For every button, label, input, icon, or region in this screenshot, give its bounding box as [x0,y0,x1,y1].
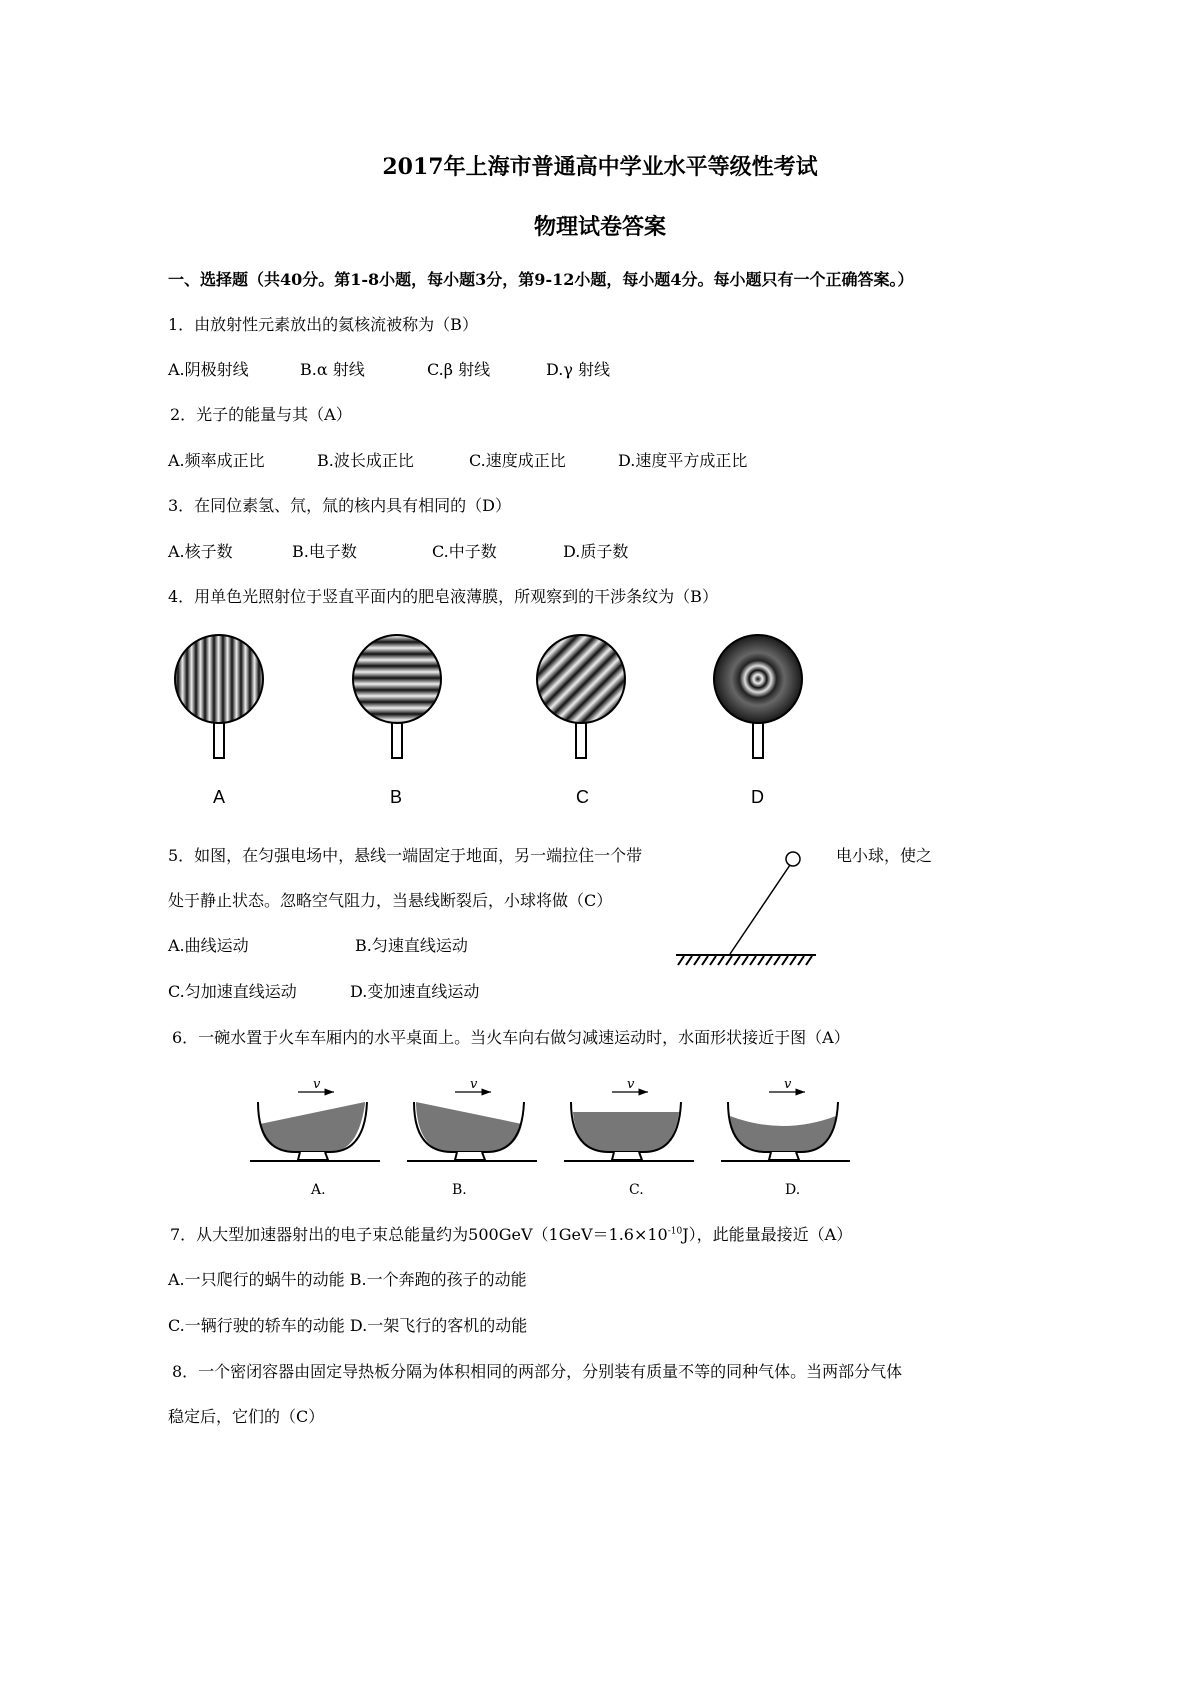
section-header: 一、选择题（共40分。第1-8小题，每小题3分，第9-12小题，每小题4分。每小题只有一个正确答案。） [168,270,914,289]
suspension-line [730,865,790,954]
q7-options-line2: C.一辆行驶的轿车的动能 D.一架飞行的客机的动能 [168,1316,528,1335]
q2-option-b: B.波长成正比 [317,451,414,470]
q1-option-b: B.α 射线 [300,360,365,379]
question-1-stem: 1．由放射性元素放出的氦核流被称为（B） [168,315,478,334]
bowl-c-icon [564,1092,694,1161]
q3-option-a: A.核子数 [168,542,233,561]
q5-option-c: C.匀加速直线运动 [168,982,297,1001]
question-5-stem-right: 电小球，使之 [836,846,933,865]
q2-option-d: D.速度平方成正比 [618,451,748,470]
velocity-label-b: v [470,1077,478,1092]
question-8-stem-line2: 稳定后，它们的（C） [168,1407,325,1426]
bowl-a-icon [250,1092,380,1161]
q7-options-line1: A.一只爬行的蜗牛的动能 B.一个奔跑的孩子的动能 [168,1270,527,1289]
bowl-label-c: C. [629,1182,644,1198]
pattern-label-b: B [390,787,403,807]
bowl-b-icon [407,1092,537,1161]
bowl-d-icon [721,1092,850,1161]
question-6-stem: 6．一碗水置于火车车厢内的水平桌面上。当火车向右做匀减速运动时，水面形状接近于图（A） [172,1028,850,1047]
ground-hatching-icon [678,956,812,965]
interference-patterns-figure [160,630,840,820]
velocity-label-a: v [313,1077,321,1092]
q5-option-d: D.变加速直线运动 [350,982,480,1001]
charged-ball-figure [672,845,822,970]
question-3-stem: 3．在同位素氢、氘，氚的核内具有相同的（D） [168,496,512,515]
bowl-label-b: B. [452,1182,467,1198]
exam-title: 2017年上海市普通高中学业水平等级性考试 [382,154,818,180]
pattern-c-icon [537,635,625,758]
pattern-label-a: A [213,787,226,807]
q3-option-b: B.电子数 [292,542,357,561]
q2-option-c: C.速度成正比 [469,451,566,470]
question-8-stem-line1: 8．一个密闭容器由固定导热板分隔为体积相同的两部分，分别装有质量不等的同种气体。当两部分气体 [172,1362,903,1381]
pattern-d-icon [714,635,802,758]
velocity-label-d: v [784,1077,792,1092]
q3-option-c: C.中子数 [432,542,497,561]
question-5-stem-left: 5．如图，在匀强电场中，悬线一端固定于地面，另一端拉住一个带 [168,846,643,865]
q5-option-b: B.匀速直线运动 [355,936,468,955]
charged-ball-icon [786,852,800,866]
velocity-label-c: v [627,1077,635,1092]
q2-option-a: A.频率成正比 [168,451,265,470]
q1-option-a: A.阴极射线 [168,360,249,379]
pattern-b-icon [353,635,441,758]
bowl-label-a: A. [311,1182,326,1198]
exam-subtitle: 物理试卷答案 [533,214,666,240]
q1-option-c: C.β 射线 [427,360,491,379]
question-7-stem: 7．从大型加速器射出的电子束总能量约为$500GeV(1GeV=1.6\times 10^{-10}J)$，此能量最接近（A） [170,1225,853,1244]
water-bowls-figure [250,1072,850,1167]
question-4-stem: 4．用单色光照射位于竖直平面内的肥皂液薄膜，所观察到的干涉条纹为（B） [168,587,718,606]
q3-option-d: D.质子数 [563,542,629,561]
pattern-label-d: D [751,787,764,807]
q1-option-d: D.γ 射线 [546,360,610,379]
question-5-stem-line2: 处于静止状态。忽略空气阻力，当悬线断裂后，小球将做（C） [168,891,613,910]
pattern-label-c: C [576,787,589,807]
question-2-stem: 2．光子的能量与其（A） [170,405,352,424]
q5-option-a: A.曲线运动 [168,936,249,955]
bowl-label-d: D. [785,1182,801,1198]
pattern-a-icon [175,635,263,758]
